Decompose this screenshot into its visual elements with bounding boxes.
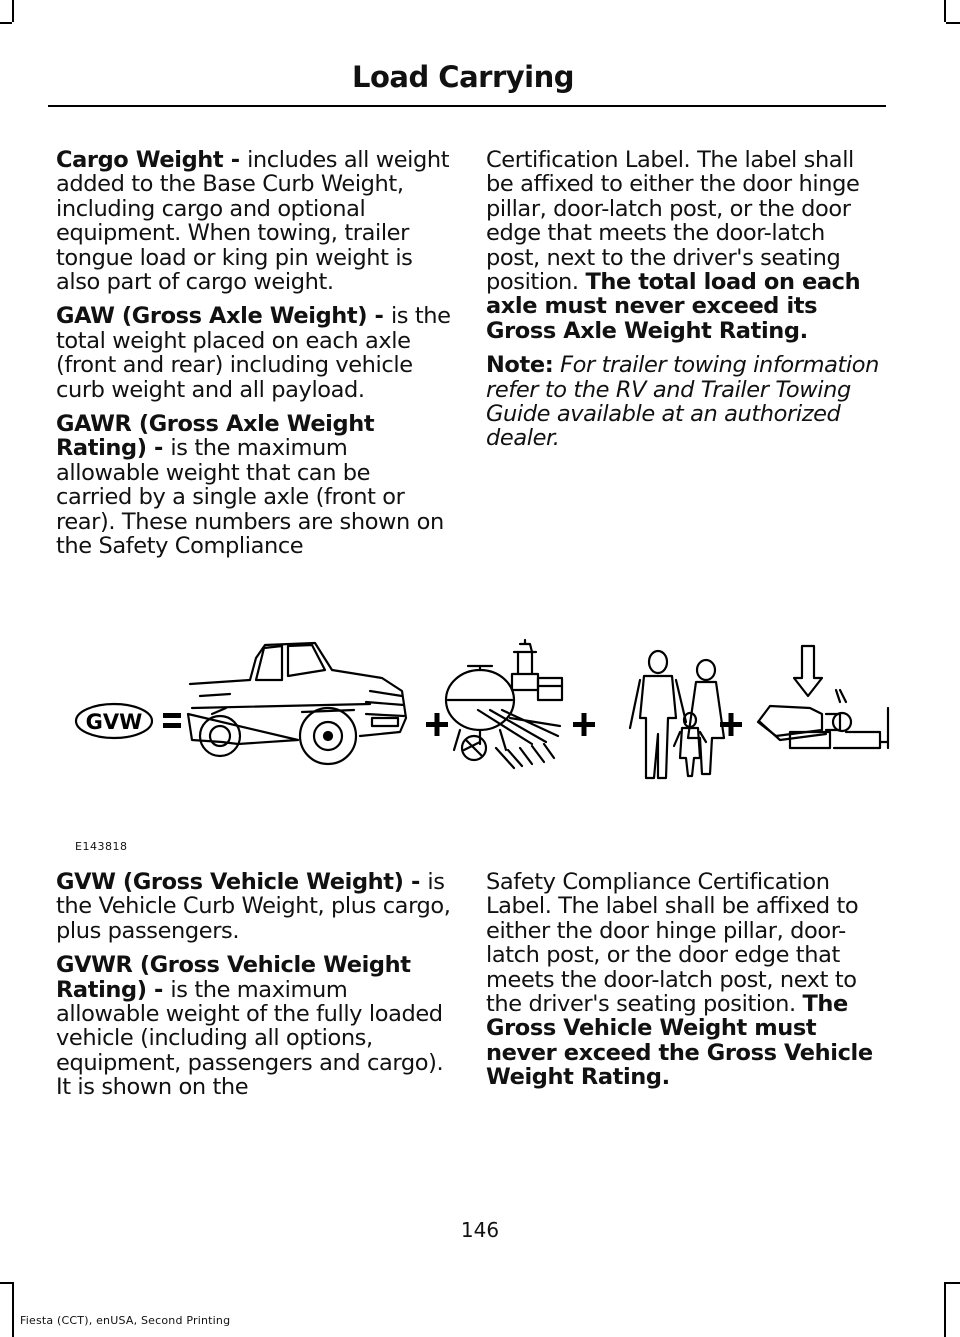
note-paragraph bbox=[486, 353, 881, 451]
crop-mark bbox=[944, 1282, 946, 1337]
crop-mark bbox=[944, 0, 946, 22]
plus-sign bbox=[573, 713, 595, 736]
paragraph-cargo-weight bbox=[56, 148, 451, 294]
gvw-certification-text: Safety Compliance Certification Label. The label shall be affixed to either the door hinge pillar, door-latch post, or the door edge that meets the door-latch post, next to the driver's seating position. bbox=[486, 869, 859, 1018]
gvw-illustration bbox=[70, 618, 890, 788]
paragraph-gvwr bbox=[56, 953, 451, 1099]
column-right-top bbox=[486, 148, 881, 461]
paragraph-gvw-certification bbox=[486, 870, 881, 1090]
family-icon bbox=[630, 651, 724, 778]
footer-text: Fiesta (CCT), enUSA, Second Printing bbox=[20, 1314, 231, 1327]
definition-gaw: is the total weight placed on each axle (front and rear) including vehicle curb weight and all payload. bbox=[56, 303, 451, 403]
term-gaw: GAW (Gross Axle Weight) - bbox=[56, 303, 391, 330]
gvw-label: GVW bbox=[85, 710, 143, 734]
crop-mark bbox=[946, 22, 960, 24]
note-label: Note: bbox=[486, 352, 554, 379]
column-right-bottom bbox=[486, 870, 881, 1100]
axle-warning: The total load on each axle must never exceed its Gross Axle Weight Rating. bbox=[486, 269, 861, 344]
equals-sign bbox=[163, 713, 181, 718]
cargo-icon bbox=[446, 640, 562, 768]
crop-mark bbox=[946, 1282, 960, 1284]
term-gvwr: GVWR (Gross Vehicle Weight Rating) - bbox=[56, 952, 411, 1003]
crop-mark bbox=[0, 22, 12, 24]
column-left-top bbox=[56, 148, 451, 569]
crop-mark bbox=[12, 1282, 14, 1337]
paragraph-gaw bbox=[56, 304, 451, 402]
truck-icon bbox=[188, 643, 406, 764]
definition-gvwr: is the maximum allowable weight of the fully loaded vehicle (including all options, equipment, passengers and cargo). It is shown on the bbox=[56, 976, 444, 1101]
definition-gawr: is the maximum allowable weight that can be carried by a single axle (front or rear). These numbers are shown on the Safety Compliance bbox=[56, 435, 444, 560]
header-divider bbox=[48, 105, 886, 107]
gvw-warning: The Gross Vehicle Weight must never exceed the Gross Vehicle Weight Rating. bbox=[486, 991, 873, 1091]
page-title: Load Carrying bbox=[351, 60, 574, 94]
column-left-bottom bbox=[56, 870, 451, 1110]
plus-sign bbox=[426, 713, 448, 736]
note-text: For trailer towing information refer to the RV and Trailer Towing Guide available at an authorized dealer. bbox=[486, 352, 879, 452]
crop-mark bbox=[0, 1282, 12, 1284]
term-gvw: GVW (Gross Vehicle Weight) - bbox=[56, 869, 428, 895]
definition-gvw: is the Vehicle Curb Weight, plus cargo, plus passengers. bbox=[56, 869, 451, 944]
figure-code: E143818 bbox=[75, 840, 128, 853]
paragraph-gawr bbox=[56, 412, 451, 558]
hitch-icon bbox=[758, 646, 888, 748]
paragraph-certification-label bbox=[486, 148, 881, 343]
term-cargo-weight: Cargo Weight - bbox=[56, 147, 248, 173]
definition-cargo-weight: includes all weight added to the Base Curb Weight, including cargo and optional equipment. When towing, trailer tongue load or king pin weight is also part of cargo weight. bbox=[56, 147, 450, 296]
certification-text: Certification Label. The label shall be affixed to either the door hinge pillar, door-latch post, or the door edge that meets the door-latch post, next to the driver's seating position. bbox=[486, 147, 860, 296]
paragraph-gvw bbox=[56, 870, 451, 943]
term-gawr: GAWR (Gross Axle Weight Rating) - bbox=[56, 411, 375, 462]
page-number: 146 bbox=[460, 1218, 500, 1242]
crop-mark bbox=[12, 0, 14, 22]
